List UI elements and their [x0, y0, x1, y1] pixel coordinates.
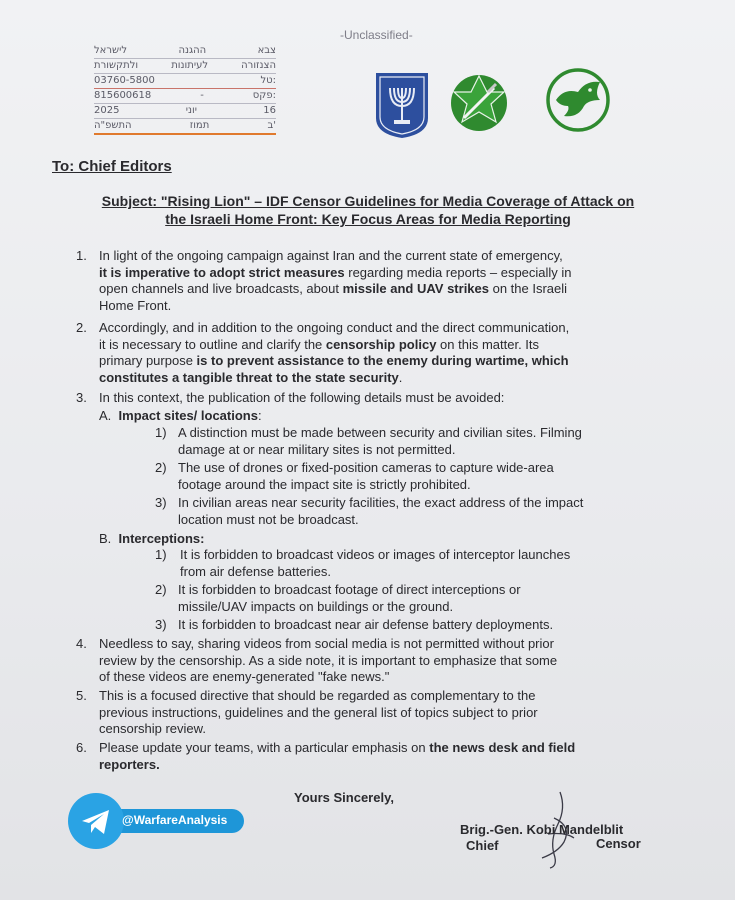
- text-span: .: [398, 369, 403, 385]
- item-3-text: In this context, the publication of the following details must be avoided:: [99, 390, 505, 405]
- subitem-number: 1): [155, 547, 167, 562]
- subitem-a2: [178, 460, 658, 493]
- idf-star-icon: [446, 70, 512, 136]
- subject-line: Subject: "Rising Lion" – IDF Censor Guidelines for Media Coverage of Attack on: [101, 193, 635, 209]
- bold-phrase: missile and UAV strikes: [342, 281, 489, 296]
- text-line: [99, 353, 659, 370]
- subitem-number: 2): [155, 582, 167, 597]
- letterhead-row: [94, 104, 276, 119]
- text-line: Home Front.: [99, 297, 172, 313]
- text-line: A distinction must be made between security and civilian sites. Filming: [178, 425, 582, 440]
- text-span: on this matter. Its: [436, 336, 540, 352]
- text-span: Please update your teams, with a particular emphasis on: [99, 740, 430, 755]
- letterhead-row: [94, 74, 276, 89]
- subitem-number: 1): [155, 425, 167, 440]
- signatory-title: Censor: [596, 836, 641, 851]
- letterhead-cell: 815600618: [94, 90, 152, 101]
- subitem-b3: It is forbidden to broadcast near air defense battery deployments.: [178, 617, 554, 632]
- letterhead-row: [94, 44, 276, 59]
- censor-dove-icon: [544, 66, 612, 134]
- item-number: 5.: [76, 688, 87, 703]
- text-span: on the Israeli: [489, 281, 568, 296]
- letterhead-row: [94, 119, 276, 135]
- text-line: In light of the ongoing campaign against Iran and the current state of emergency,: [99, 248, 563, 263]
- item-number: 3.: [76, 390, 87, 405]
- section-title: Impact sites/ locations: [118, 408, 258, 423]
- letterhead-cell: צבא: [257, 45, 276, 56]
- letterhead-cell: 03760-5800: [94, 75, 155, 86]
- text-line: from air defense batteries.: [180, 563, 332, 579]
- subitem-a1: [178, 425, 658, 458]
- letterhead-cell: 16: [263, 105, 276, 116]
- item-4-text: [99, 636, 659, 686]
- item-1-text: [99, 248, 659, 314]
- text-line: Accordingly, and in addition to the ongoing conduct and the direct communication,: [99, 320, 570, 335]
- section-title: Interceptions:: [118, 531, 205, 546]
- text-line: censorship review.: [99, 721, 206, 736]
- item-6-text: [99, 740, 659, 773]
- text-span: open channels and live broadcasts, about: [99, 281, 343, 296]
- text-line: [99, 281, 659, 298]
- item-number: 6.: [76, 740, 87, 755]
- text-span: regarding media reports – especially in: [344, 264, 572, 280]
- text-line: location must not be broadcast.: [178, 511, 359, 527]
- bold-phrase: it is imperative to adopt strict measures: [99, 264, 345, 280]
- letterhead-cell: לישראל: [94, 45, 128, 56]
- section-label: B.: [99, 531, 112, 546]
- letterhead-cell: -: [200, 90, 204, 101]
- subitem-number: 3): [155, 495, 167, 510]
- subitem-b2: [178, 582, 658, 615]
- subject-line: the Israeli Home Front: Key Focus Areas for Media Reporting: [165, 211, 571, 227]
- text-line: The use of drones or fixed-position cameras to capture wide-area: [178, 460, 554, 475]
- text-line: [99, 370, 659, 387]
- letterhead-cell: לעיתונות: [171, 60, 209, 71]
- subitem-b1: [180, 547, 660, 580]
- letterhead-cell: הצנזורה: [241, 60, 276, 71]
- section-b-heading: [99, 531, 205, 548]
- item-number: 1.: [76, 248, 87, 263]
- text-span: :: [257, 408, 262, 423]
- letterhead-cell: טל:: [260, 75, 276, 86]
- bold-phrase: is to prevent assistance to the enemy during wartime, which: [196, 353, 569, 368]
- bold-phrase: censorship policy: [325, 336, 437, 352]
- section-label: A.: [99, 408, 112, 423]
- letterhead-cell: ולתקשורת: [94, 60, 139, 71]
- item-5-text: [99, 688, 659, 738]
- text-line: of these videos are enemy-generated "fake news.": [99, 669, 390, 684]
- text-line: previous instructions, guidelines and the general list of topics subject to prior: [99, 704, 538, 720]
- telegram-watermark: [68, 793, 244, 849]
- text-line: In civilian areas near security facilities, the exact address of the impact: [178, 495, 584, 510]
- closing-line: Yours Sincerely,: [294, 790, 394, 805]
- letterhead-row: [94, 89, 276, 104]
- text-line: [99, 740, 659, 757]
- text-line: It is forbidden to broadcast footage of direct interceptions or: [178, 582, 521, 597]
- item-number: 2.: [76, 320, 87, 335]
- bold-phrase: constitutes a tangible threat to the state security: [99, 369, 399, 385]
- text-line: It is forbidden to broadcast videos or images of interceptor launches: [180, 547, 571, 562]
- text-line: This is a focused directive that should be regarded as complementary to the: [99, 688, 536, 703]
- bold-phrase: the news desk and field: [429, 740, 576, 755]
- letterhead-cell: פקס:: [252, 90, 276, 101]
- recipient-line: To: Chief Editors: [52, 158, 172, 175]
- item-number: 4.: [76, 636, 87, 651]
- text-span: it is necessary to outline and clarify the: [99, 336, 326, 352]
- subject-heading: [40, 192, 696, 228]
- text-line: Needless to say, sharing videos from social media is not permitted without prior: [99, 636, 554, 651]
- text-line: [99, 337, 659, 354]
- israel-emblem-icon: [372, 70, 432, 140]
- text-line: damage at or near military sites is not permitted.: [178, 441, 456, 457]
- letterhead-cell: ב': [267, 120, 276, 131]
- letterhead-cell: התשפ"ה: [94, 120, 132, 131]
- text-line: footage around the impact site is strictly prohibited.: [178, 476, 471, 492]
- text-line: review by the censorship. As a side note, it is important to emphasize that some: [99, 652, 558, 668]
- letterhead-block: [94, 44, 276, 135]
- text-line: missile/UAV impacts on buildings or the ground.: [178, 598, 454, 614]
- letterhead-cell: ההגנה: [178, 45, 207, 56]
- classification-label: -Unclassified-: [340, 28, 413, 42]
- text-line: [99, 757, 659, 774]
- signatory-name: Brig.-Gen. Kobi Mandelblit: [460, 822, 624, 837]
- signatory-title: Chief: [466, 838, 499, 853]
- subitem-number: 3): [155, 617, 167, 632]
- text-span: primary purpose: [99, 353, 197, 368]
- telegram-plane-icon: [80, 808, 112, 836]
- letterhead-cell: תמוז: [189, 120, 210, 131]
- letterhead-cell: 2025: [94, 105, 120, 116]
- bold-phrase: reporters.: [99, 756, 160, 772]
- subitem-a3: [178, 495, 658, 528]
- letterhead-row: [94, 59, 276, 74]
- section-a-heading: [99, 408, 262, 425]
- item-2-text: [99, 320, 659, 386]
- letterhead-cell: יוני: [185, 105, 197, 116]
- subitem-number: 2): [155, 460, 167, 475]
- text-line: [99, 265, 659, 282]
- watermark-handle: @WarfareAnalysis: [122, 813, 228, 827]
